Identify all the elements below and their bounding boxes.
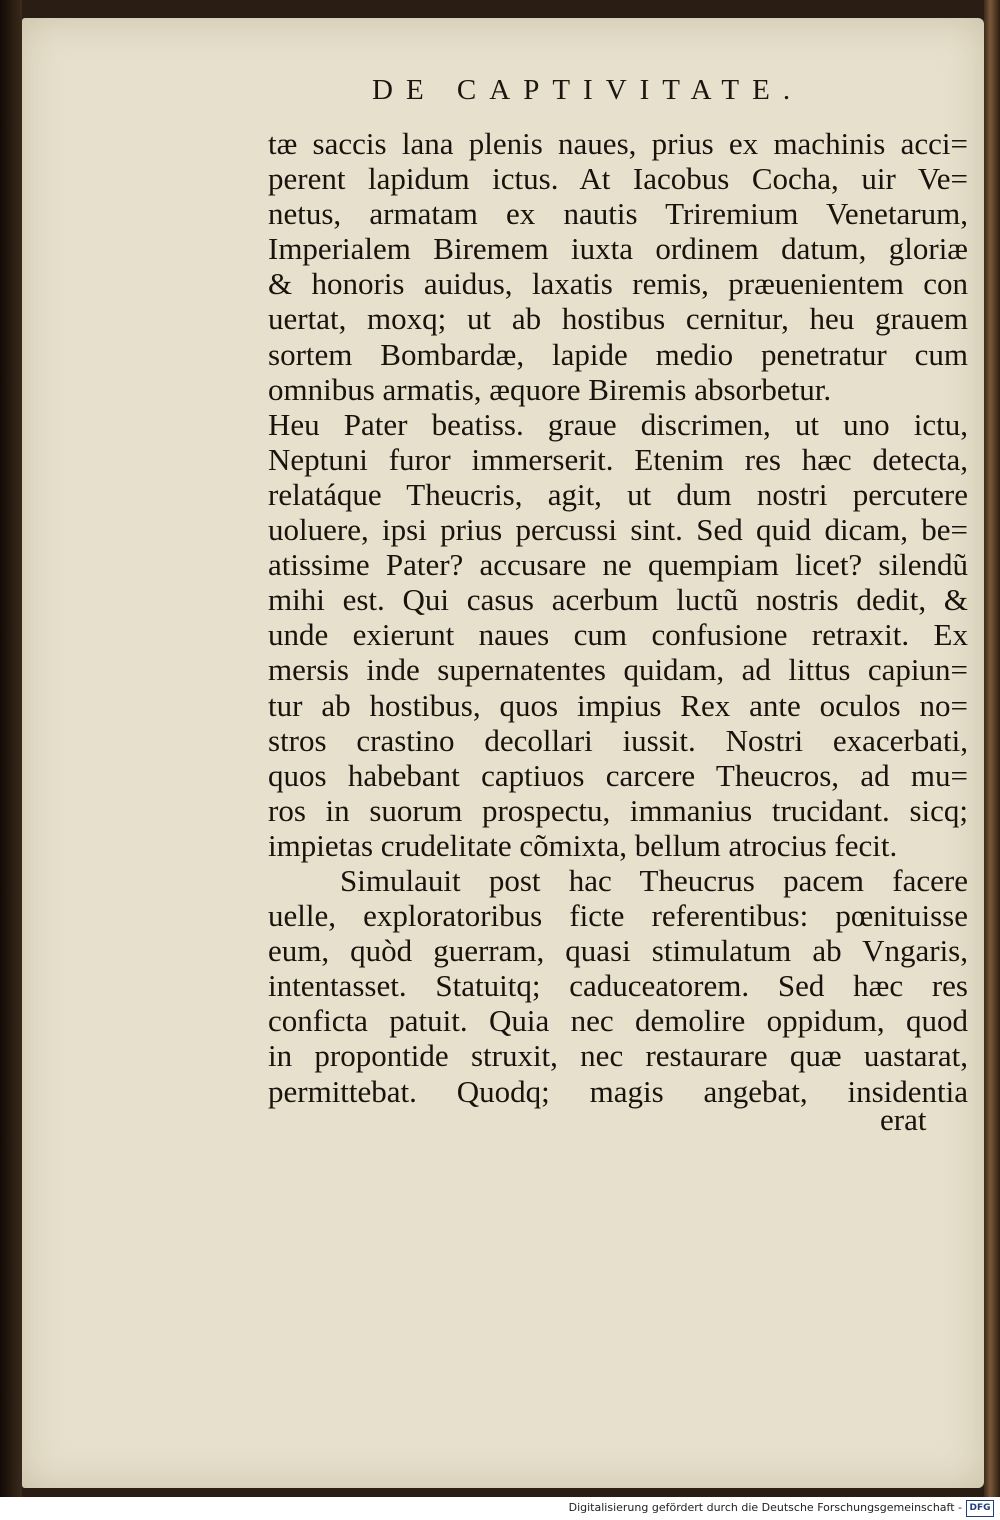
text-line: mersis inde supernatentes quidam, ad littus capiun= xyxy=(268,652,968,688)
text-line: Heu Pater beatiss. graue discrimen, ut uno ictu, xyxy=(268,406,968,442)
running-head: DE CAPTIVITATE. xyxy=(372,74,804,106)
dfg-logo-icon: DFG xyxy=(966,1500,994,1517)
text-line: relatáque Theucris, agit, ut dum nostri percutere xyxy=(268,476,968,512)
text-line: Imperialem Biremem iuxta ordinem datum, gloriæ xyxy=(268,231,968,267)
body-text xyxy=(268,126,968,1109)
text-line: intentasset. Statuitq; caduceatorem. Sed hæc res xyxy=(268,968,968,1004)
text-line: stros crastino decollari iussit. Nostri exacerbati, xyxy=(268,722,968,758)
text-line: in propontide struxit, nec restaurare quæ uastarat, xyxy=(268,1038,968,1074)
text-line: uelle, exploratoribus ficte referentibus: pœnituisse xyxy=(268,898,968,934)
text-line: eum, quòd guerram, quasi stimulatum ab Vngaris, xyxy=(268,933,968,969)
page-edge-left xyxy=(0,0,22,1497)
text-line: permittebat. Quodq; magis angebat, insidentia xyxy=(268,1073,968,1109)
text-line: perent lapidum ictus. At Iacobus Cocha, uir Ve= xyxy=(268,161,968,197)
text-line: unde exierunt naues cum confusione retraxit. Ex xyxy=(268,617,968,653)
funding-credit: Digitalisierung gefördert durch die Deutsche Forschungsgemeinschaft - xyxy=(568,1501,962,1514)
text-line: conficta patuit. Quia nec demolire oppidum, quod xyxy=(268,1003,968,1039)
text-line: & honoris auidus, laxatis remis, præuenientem con xyxy=(268,266,968,302)
text-line: uertat, moxq; ut ab hostibus cernitur, heu grauem xyxy=(268,301,968,337)
text-line: mihi est. Qui casus acerbum luctũ nostris dedit, & xyxy=(268,582,968,618)
catchword: erat xyxy=(880,1102,927,1137)
text-line: Simulauit post hac Theucrus pacem facere xyxy=(340,862,968,898)
text-line: tæ saccis lana plenis naues, prius ex machinis acci= xyxy=(268,126,968,161)
text-line: uoluere, ipsi prius percussi sint. Sed quid dicam, be= xyxy=(268,512,968,548)
text-line: Neptuni furor immerserit. Etenim res hæc detecta, xyxy=(268,441,968,477)
text-line: tur ab hostibus, quos impius Rex ante oculos no= xyxy=(268,687,968,723)
text-line: ros in suorum prospectu, immanius trucidant. sicq; xyxy=(268,792,968,828)
text-line: sortem Bombardæ, lapide medio penetratur cum xyxy=(268,336,968,372)
text-line: omnibus armatis, æquore Biremis absorbetur. xyxy=(268,371,832,407)
footer-bar xyxy=(0,1497,1000,1520)
text-line: atissime Pater? accusare ne quempiam licet? silendũ xyxy=(268,547,968,583)
page-edge-right xyxy=(984,0,1000,1497)
text-line: quos habebant captiuos carcere Theucros, ad mu= xyxy=(268,757,968,793)
text-line: impietas crudelitate cõmixta, bellum atrocius fecit. xyxy=(268,827,898,863)
text-line: netus, armatam ex nautis Triremium Venetarum, xyxy=(268,196,968,232)
